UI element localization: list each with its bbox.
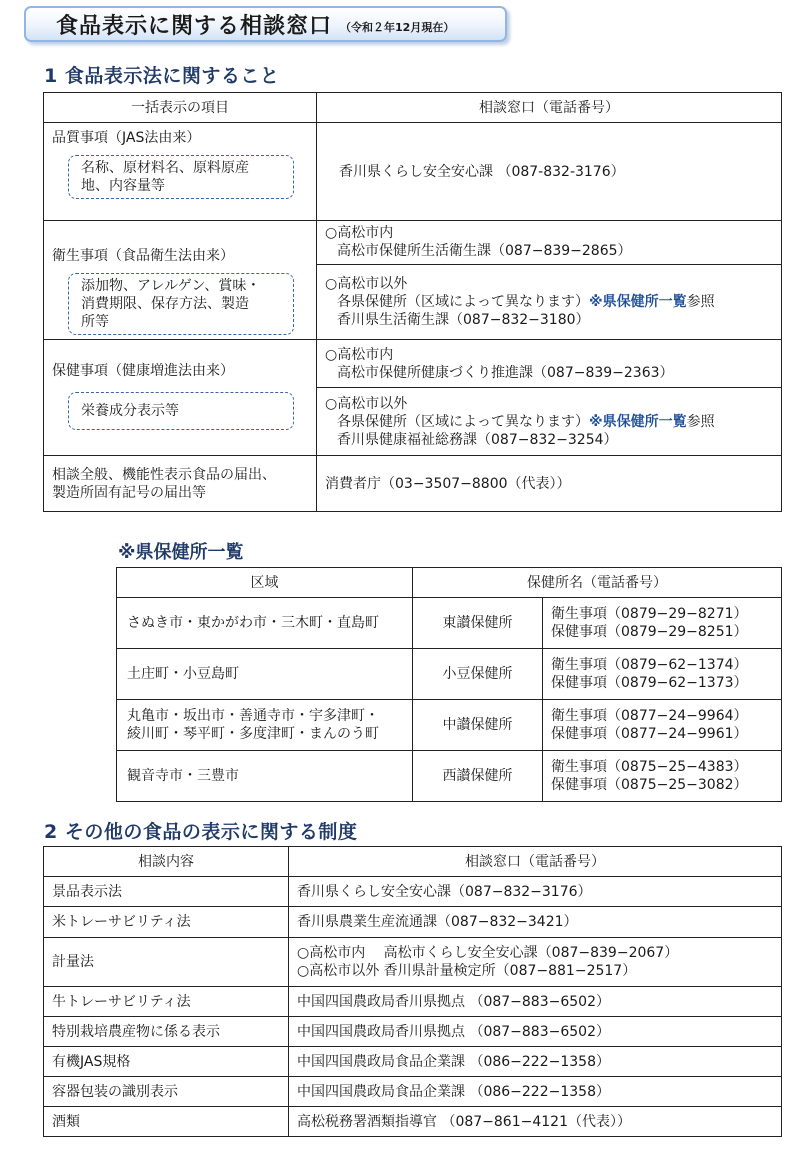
col-header-contact: 相談窓口（電話番号）	[317, 93, 782, 123]
health-center-list-link[interactable]: ※県保健所一覧	[589, 293, 687, 310]
page-date: （令和２年12月現在）	[340, 21, 455, 34]
table-header-row	[44, 93, 782, 123]
table-row: 容器包装の識別表示 中国四国農政局食品企業課 （086−222−1358）	[44, 1077, 782, 1107]
col-header-topic: 相談内容	[44, 847, 289, 877]
col-header-area: 区域	[117, 568, 413, 598]
col-header-item: 一括表示の項目	[44, 93, 317, 123]
table-row-hygiene-2: ○高松市以外 各県保健所（区域によって異なります）※県保健所一覧参照 香川県生活衛生課（087−832−3180）	[44, 264, 782, 339]
section2-heading: 2 その他の食品の表示に関する制度	[44, 821, 358, 843]
quality-label: 品質事項（JAS法由来）	[52, 130, 201, 146]
table-row-health-1: 保健事項（健康増進法由来） 栄養成分表示等 ○高松市内 高松市保健所健康づくり推進課（087−839−2363）	[44, 340, 782, 388]
table-row: 土庄町・小豆島町 小豆保健所 衛生事項（0879−62−1374） 保健事項（0879−62−1373）	[117, 649, 782, 700]
table-header-row	[44, 847, 782, 877]
table-row-health-2: ○高松市以外 各県保健所（区域によって異なります）※県保健所一覧参照 香川県健康福祉総務課（087−832−3254）	[44, 388, 782, 456]
health-center-heading: ※県保健所一覧	[118, 542, 244, 563]
title-banner	[24, 6, 507, 42]
table-row: 特別栽培農産物に係る表示 中国四国農政局香川県拠点 （087−883−6502）	[44, 1017, 782, 1047]
table-row: 牛トレーサビリティ法 中国四国農政局香川県拠点 （087−883−6502）	[44, 987, 782, 1017]
table-row-general: 相談全般、機能性表示食品の届出、 製造所固有記号の届出等 消費者庁（03−3507−8800（代表））	[44, 456, 782, 512]
page-title: 食品表示に関する相談窓口	[56, 13, 333, 39]
general-contact: 消費者庁（03−3507−8800（代表））	[317, 456, 782, 512]
health-label: 保健事項（健康増進法由来）	[52, 363, 234, 379]
table-row: 計量法 ○高松市内 高松市くらし安全安心課（087−839−2067） ○高松市以外 香川県計量検定所（087−881−2517）	[44, 938, 782, 987]
col-header-center: 保健所名（電話番号）	[413, 568, 782, 598]
table-header-row	[117, 568, 782, 598]
health-center-list-link[interactable]: ※県保健所一覧	[589, 413, 687, 430]
table-row: 酒類 高松税務署酒類指導官 （087−861−4121（代表））	[44, 1107, 782, 1137]
table-row: 景品表示法 香川県くらし安全安心課（087−832−3176）	[44, 877, 782, 907]
health-center-table	[116, 567, 782, 802]
table-row: さぬき市・東かがわ市・三木町・直島町 東讃保健所 衛生事項（0879−29−8271） 保健事項（0879−29−8251）	[117, 598, 782, 649]
col-header-contact: 相談窓口（電話番号）	[289, 847, 782, 877]
table-row-quality	[44, 123, 782, 221]
quality-contact: 香川県くらし安全安心課 （087-832-3176）	[317, 123, 782, 221]
table-row: 丸亀市・坂出市・善通寺市・宇多津町・ 綾川町・琴平町・多度津町・まんのう町 中讃保健所 衛生事項（0877−24−9964） 保健事項（0877−24−9961）	[117, 700, 782, 751]
table-row-hygiene-1: 衛生事項（食品衛生法由来） 添加物、アレルゲン、賞味・ 消費期限、保存方法、製造 所等 ○高松市内 高松市保健所生活衛生課（087−839−2865）	[44, 221, 782, 265]
hygiene-box: 添加物、アレルゲン、賞味・ 消費期限、保存方法、製造 所等	[68, 273, 294, 335]
section1-table	[43, 92, 782, 512]
section2-table	[43, 846, 782, 1137]
table-row: 有機JAS規格 中国四国農政局食品企業課 （086−222−1358）	[44, 1047, 782, 1077]
section1-heading: 1 食品表示法に関すること	[44, 65, 280, 87]
table-row: 観音寺市・三豊市 西讃保健所 衛生事項（0875−25−4383） 保健事項（0875−25−3082）	[117, 751, 782, 802]
hygiene-label: 衛生事項（食品衛生法由来）	[52, 248, 234, 264]
table-row: 米トレーサビリティ法 香川県農業生産流通課（087−832−3421）	[44, 907, 782, 938]
health-box: 栄養成分表示等	[68, 392, 294, 430]
quality-box: 名称、原材料名、原料原産 地、内容量等	[68, 155, 294, 199]
